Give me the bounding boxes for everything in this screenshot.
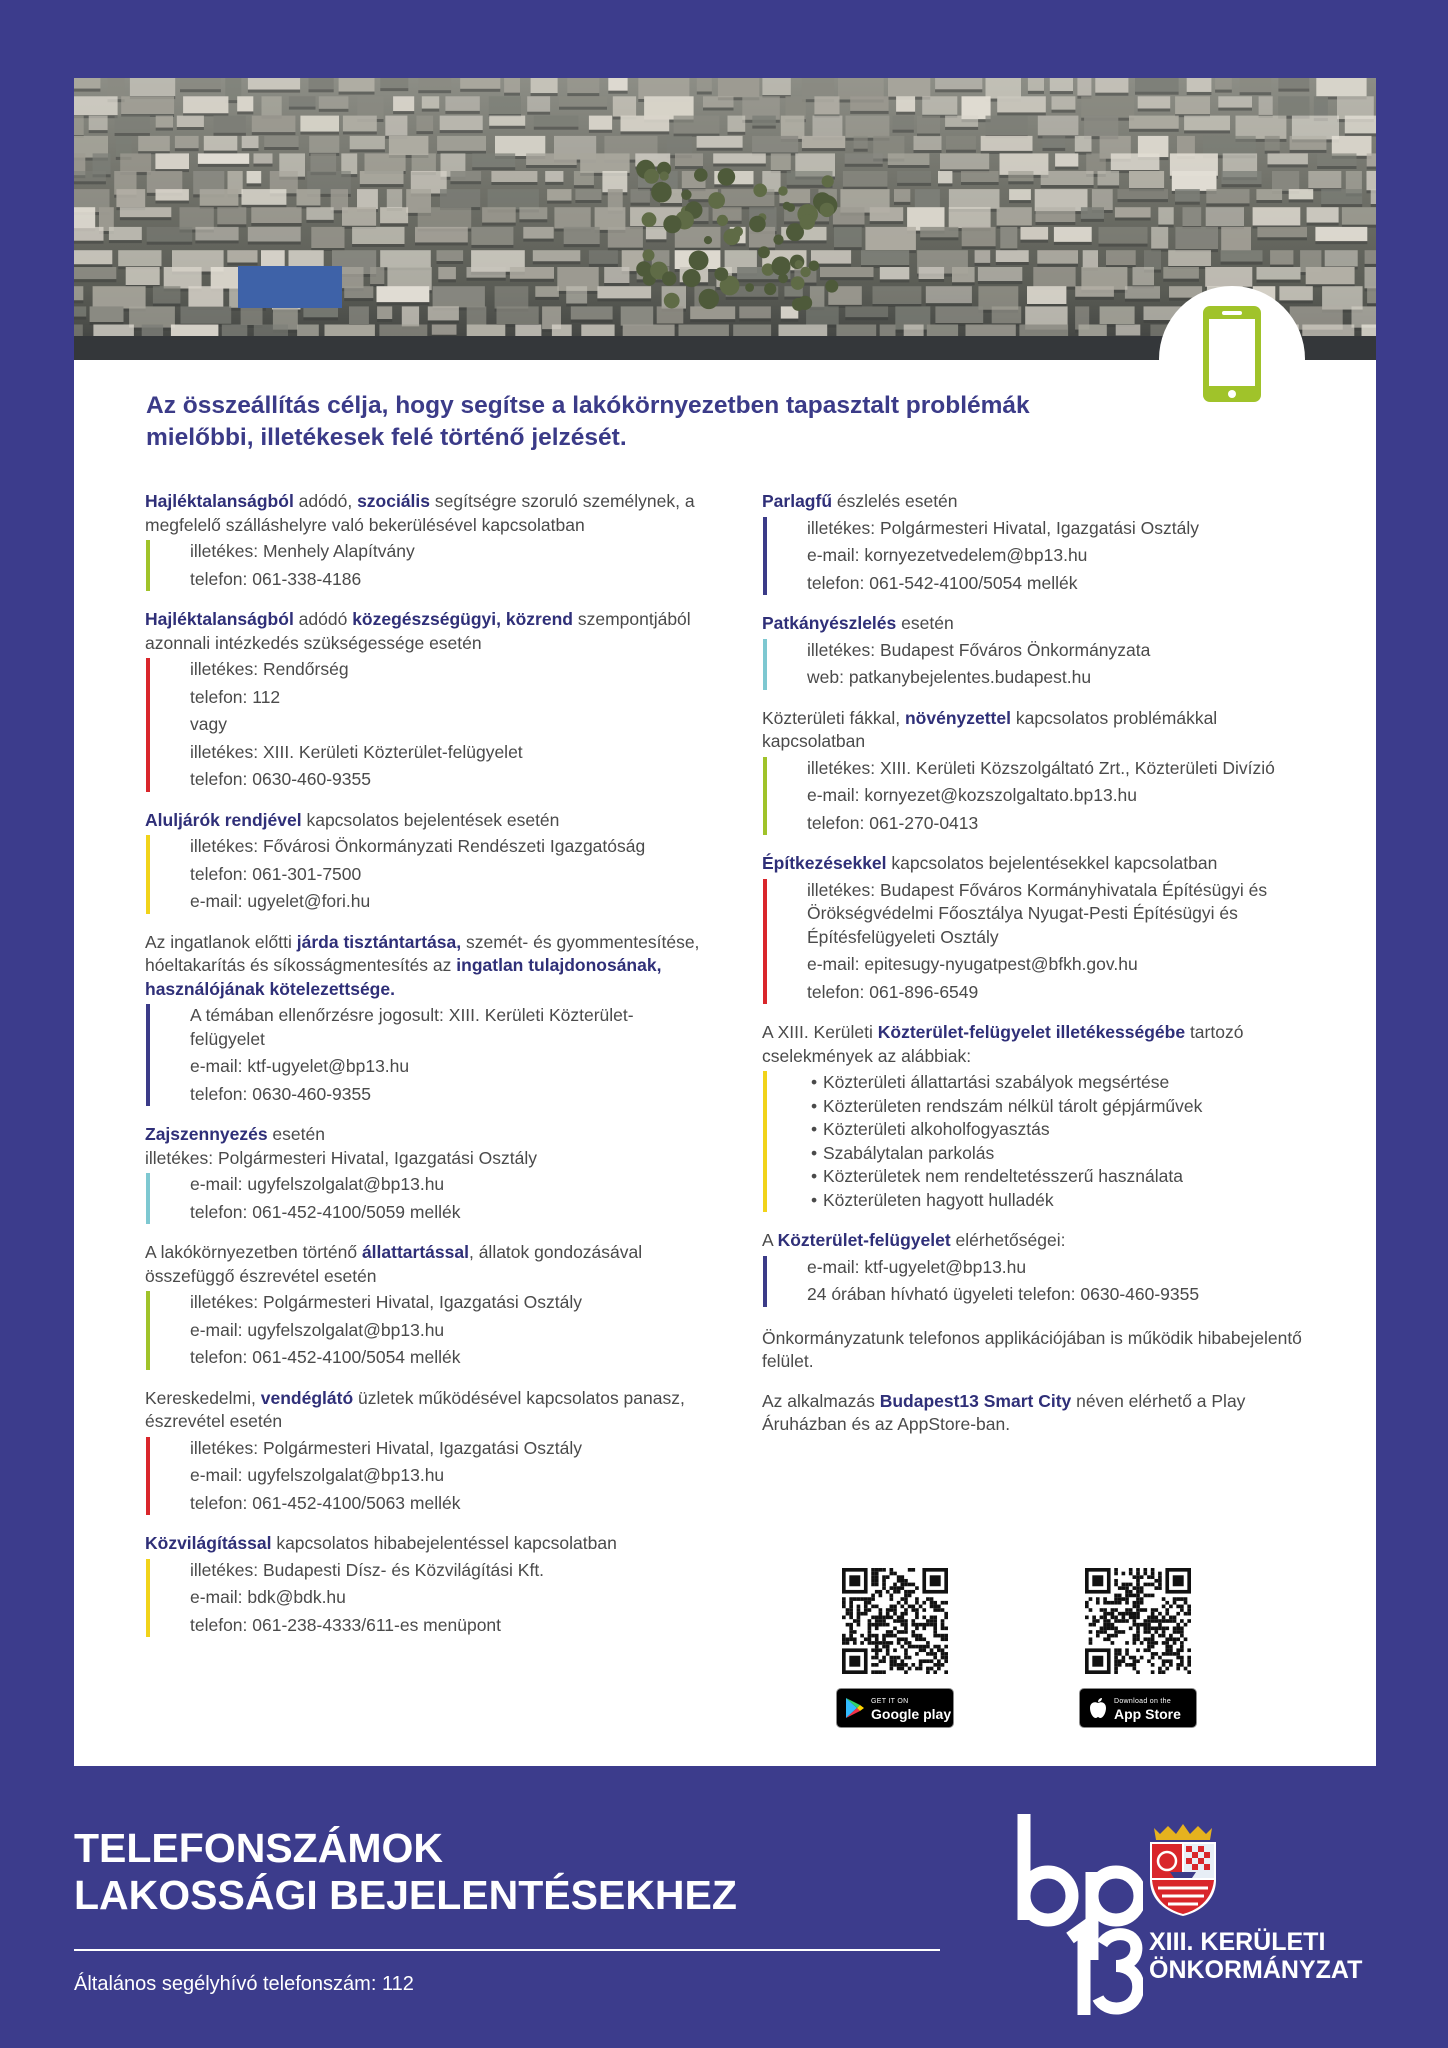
google-play-label: Google play xyxy=(871,1706,952,1722)
body-text: adódó, xyxy=(293,491,358,511)
detail-line: illetékes: XIII. Kerületi Közterület-felügyelet xyxy=(190,741,523,762)
right-sections xyxy=(762,490,1322,1307)
detail-line: telefon: 061-238-4333/611-es menüpont xyxy=(190,1614,502,1635)
contact-details xyxy=(146,1173,705,1224)
detail-line: telefon: 061-270-0413 xyxy=(807,812,979,833)
info-card xyxy=(74,78,1376,1766)
emphasis-text: járda tisztántartása, xyxy=(296,931,462,952)
contact-details xyxy=(763,639,1322,690)
section-heading xyxy=(762,1229,1322,1253)
contact-section xyxy=(762,852,1322,1004)
body-text: A xyxy=(762,1230,778,1250)
contact-section xyxy=(762,1229,1322,1307)
app-info xyxy=(762,1327,1322,1437)
section-heading xyxy=(762,612,1322,636)
detail-line: e-mail: ugyfelszolgalat@bp13.hu xyxy=(190,1319,445,1340)
contact-details xyxy=(763,879,1322,1005)
emphasis-text: vendéglátó xyxy=(260,1387,354,1408)
contact-details xyxy=(146,540,705,591)
detail-line: e-mail: ktf-ugyelet@bp13.hu xyxy=(807,1256,1027,1277)
contact-details xyxy=(146,835,705,914)
contact-section xyxy=(145,809,705,914)
detail-line: illetékes: Budapesti Dísz- és Közvilágítási Kft. xyxy=(190,1559,545,1580)
detail-line: illetékes: Budapest Főváros Kormányhivatala Építésügyi és Örökségvédelmi Főosztálya Nyugat-Pesti Építésügyi és Építésfelügyeleti Osztály xyxy=(807,879,1268,947)
contact-section xyxy=(762,612,1322,690)
body-text: A XIII. Kerületi xyxy=(762,1022,878,1042)
detail-line: A témában ellenőrzésre jogosult: XIII. Kerületi Közterület-felügyelet xyxy=(190,1005,634,1049)
detail-line: telefon: 061-896-6549 xyxy=(807,981,979,1002)
body-text: esetén xyxy=(267,1124,325,1144)
emphasis-text: Zajszennyezés xyxy=(145,1124,268,1144)
bullet-item: • Közterületek nem rendeltetésszerű használata xyxy=(811,1165,1322,1189)
bullet-item: • Közterületen rendszám nélkül tárolt gépjárművek xyxy=(811,1095,1322,1119)
body-text: néven elérhető a Play Áruházban és az AppStore-ban. xyxy=(762,1390,1246,1434)
detail-line: telefon: 0630-460-9355 xyxy=(190,769,371,789)
detail-line: illetékes: Rendőrség xyxy=(190,659,349,679)
detail-line: telefon: 112 xyxy=(190,686,281,707)
contact-section xyxy=(145,608,705,792)
body-text: esetén xyxy=(896,613,954,633)
body-text: elérhetőségei: xyxy=(950,1230,1066,1250)
contact-section xyxy=(762,1021,1322,1212)
contact-section xyxy=(145,1532,705,1637)
detail-line: illetékes: Menhely Alapítvány xyxy=(190,541,415,561)
bullet-item: • Közterületi állattartási szabályok megsértése xyxy=(811,1071,1322,1095)
app-store-download[interactable] xyxy=(1079,1568,1197,1728)
contact-section xyxy=(145,1241,705,1370)
section-heading xyxy=(145,608,705,655)
apple-icon xyxy=(1088,1697,1108,1719)
contact-details xyxy=(146,658,705,792)
detail-line: illetékes: Polgármesteri Hivatal, Igazgatási Osztály xyxy=(807,517,1199,538)
detail-line: illetékes: Budapest Főváros Önkormányzata xyxy=(807,639,1151,660)
body-text: üzletek működésével kapcsolatos panasz, észrevétel esetén xyxy=(145,1387,685,1431)
detail-line: e-mail: ugyfelszolgalat@bp13.hu xyxy=(190,1465,445,1485)
detail-line: telefon: 061-542-4100/5054 mellék xyxy=(807,572,1078,593)
detail-line: web: patkanybejelentes.budapest.hu xyxy=(807,667,1092,687)
section-heading xyxy=(145,1241,705,1288)
detail-line: e-mail: ugyfelszolgalat@bp13.hu xyxy=(190,1174,445,1194)
body-text: Az alkalmazás xyxy=(762,1390,880,1411)
detail-line: illetékes: XIII. Kerületi Közszolgáltató Zrt., Közterületi Divízió xyxy=(807,757,1275,778)
body-text: Kereskedelmi, xyxy=(145,1387,261,1408)
bullet-item: • Közterületi alkoholfogyasztás xyxy=(811,1118,1322,1142)
detail-line: e-mail: ktf-ugyelet@bp13.hu xyxy=(190,1056,410,1076)
body-text: segítségre szoruló személynek, a megfelelő szálláshelyre való bekerülésével kapcsolatban xyxy=(145,491,695,535)
section-heading xyxy=(762,852,1322,876)
footer-title-line1: TELEFONSZÁMOK xyxy=(74,1825,443,1871)
district-crest-icon xyxy=(1146,1822,1220,1918)
emphasis-text: szociális xyxy=(357,491,431,511)
body-text: szempontjából azonnali intézkedés szükségessége esetén xyxy=(145,609,691,653)
emphasis-text: növényzettel xyxy=(904,707,1011,728)
detail-line: telefon: 061-452-4100/5063 mellék xyxy=(190,1492,461,1513)
emphasis-text: Közterület-felügyelet illetékességébe xyxy=(877,1022,1186,1042)
detail-line: e-mail: kornyezet@kozszolgaltato.bp13.hu xyxy=(807,785,1138,805)
app-paragraph xyxy=(762,1327,1322,1374)
body-text: kapcsolatos problémákkal kapcsolatban xyxy=(762,707,1218,751)
section-heading xyxy=(762,490,1322,514)
emphasis-text: Patkányészlelés xyxy=(762,613,897,633)
section-heading xyxy=(145,809,705,833)
footer-title xyxy=(74,1825,874,1919)
app-store-button[interactable] xyxy=(1079,1688,1197,1728)
office-name xyxy=(1149,1928,1362,1984)
detail-line: 24 órában hívható ügyeleti telefon: 0630-460-9355 xyxy=(807,1284,1200,1304)
footer-title-line2: LAKOSSÁGI BEJELENTÉSEKHEZ xyxy=(74,1872,737,1918)
detail-line: telefon: 061-452-4100/5059 mellék xyxy=(190,1201,461,1222)
body-text: adódó xyxy=(293,609,353,629)
qr-code-icon xyxy=(1085,1568,1191,1674)
google-play-button[interactable] xyxy=(836,1688,954,1728)
section-heading xyxy=(145,931,705,1002)
contact-details xyxy=(146,1004,705,1106)
google-play-icon xyxy=(845,1697,865,1719)
detail-line: e-mail: kornyezetvedelem@bp13.hu xyxy=(807,545,1088,565)
bullet-item: • Közterületen hagyott hulladék xyxy=(811,1189,1322,1213)
app-store-label: App Store xyxy=(1114,1706,1181,1722)
office-name-line1: XIII. KERÜLETI xyxy=(1149,1928,1326,1956)
detail-line: illetékes: Polgármesteri Hivatal, Igazgatási Osztály xyxy=(190,1292,582,1312)
app-store-small-text: Download on the xyxy=(1114,1698,1172,1705)
contact-section xyxy=(145,1387,705,1516)
phone-badge xyxy=(1159,286,1305,432)
emphasis-text: ingatlan tulajdonosának, használójának kötelezettsége. xyxy=(145,955,662,999)
google-play-small-text: GET IT ON xyxy=(871,1698,909,1705)
emphasis-text: Építkezésekkel xyxy=(762,853,887,873)
contact-details xyxy=(146,1291,705,1370)
body-text: szemét- és gyommentesítése, hóeltakarítás és síkosságmentesítés az xyxy=(145,931,700,975)
bullet-item: • Szabálytalan parkolás xyxy=(811,1142,1322,1166)
footer-divider xyxy=(74,1949,940,1951)
body-text: Önkormányzatunk telefonos applikációjában is működik hibabejelentő felület. xyxy=(762,1327,1302,1371)
contact-details xyxy=(763,757,1322,836)
detail-line: e-mail: bdk@bdk.hu xyxy=(190,1587,346,1607)
contact-section xyxy=(145,490,705,591)
contact-section xyxy=(145,1123,705,1224)
contact-details xyxy=(146,1559,705,1638)
section-heading xyxy=(145,490,705,537)
bullet-list xyxy=(763,1071,1322,1212)
app-paragraph xyxy=(762,1390,1322,1437)
body-text: Közterületi fákkal, xyxy=(762,707,905,728)
section-heading xyxy=(145,1123,705,1170)
emphasis-text: Közterület-felügyelet xyxy=(777,1230,951,1250)
detail-line: telefon: 061-301-7500 xyxy=(190,863,362,884)
emergency-number: Általános segélyhívó telefonszám: 112 xyxy=(74,1973,414,1995)
contact-details xyxy=(763,1256,1322,1307)
body-text: Az ingatlanok előtti xyxy=(145,931,297,952)
detail-line: vagy xyxy=(190,714,227,734)
office-name-line2: ÖNKORMÁNYZAT xyxy=(1149,1956,1363,1984)
contact-details xyxy=(146,1437,705,1516)
detail-line: e-mail: epitesugy-nyugatpest@bfkh.gov.hu xyxy=(807,954,1138,974)
smartphone-icon xyxy=(1159,286,1305,432)
body-text: kapcsolatos hibabejelentéssel kapcsolatban xyxy=(271,1533,617,1553)
detail-line: illetékes: Polgármesteri Hivatal, Igazgatási Osztály xyxy=(190,1437,582,1458)
section-heading xyxy=(762,1021,1322,1068)
body-text: kapcsolatos bejelentések esetén xyxy=(301,809,560,830)
contact-details xyxy=(763,517,1322,596)
section-heading xyxy=(762,707,1322,754)
emphasis-text: Aluljárók rendjével xyxy=(145,809,302,830)
emphasis-text: állattartással xyxy=(361,1242,469,1262)
body-text: A lakókörnyezetben történő xyxy=(145,1242,362,1262)
right-column xyxy=(762,490,1322,1453)
emphasis-text: Közvilágítással xyxy=(145,1533,272,1553)
contact-section xyxy=(145,931,705,1107)
section-heading xyxy=(145,1532,705,1556)
google-play-download[interactable] xyxy=(836,1568,954,1728)
emphasis-text: Hajléktalanságból xyxy=(145,491,294,511)
body-text: illetékes: Polgármesteri Hivatal, Igazgatási Osztály xyxy=(145,1147,537,1168)
section-heading xyxy=(145,1387,705,1434)
intro-text: Az összeállítás célja, hogy segítse a lakókörnyezetben tapasztalt problémák mielőbbi, illetékesek felé történő jelzését. xyxy=(146,392,1030,451)
emphasis-text: Parlagfű xyxy=(762,491,833,511)
emphasis-text: Budapest13 Smart City xyxy=(879,1390,1072,1411)
body-text: kapcsolatos bejelentésekkel kapcsolatban xyxy=(886,853,1218,873)
bp13-logo xyxy=(1008,1810,1143,2020)
contact-section xyxy=(762,707,1322,836)
detail-line: telefon: 061-338-4186 xyxy=(190,568,362,589)
detail-line: e-mail: ugyelet@fori.hu xyxy=(190,891,371,911)
left-column xyxy=(145,490,705,1654)
emphasis-text: Hajléktalanságból xyxy=(145,609,294,629)
body-text: észlelés esetén xyxy=(832,491,958,511)
body-text: tartozó cselekmények az alábbiak: xyxy=(762,1022,1244,1066)
detail-line: illetékes: Fővárosi Önkormányzati Rendészeti Igazgatóság xyxy=(190,836,646,856)
contact-section xyxy=(762,490,1322,595)
emphasis-text: közegészségügyi, közrend xyxy=(352,609,573,629)
detail-line: telefon: 0630-460-9355 xyxy=(190,1083,371,1104)
detail-line: telefon: 061-452-4100/5054 mellék xyxy=(190,1347,461,1367)
qr-code-icon xyxy=(842,1568,948,1674)
body-text: , állatok gondozásával összefüggő észrevétel esetén xyxy=(145,1242,643,1286)
